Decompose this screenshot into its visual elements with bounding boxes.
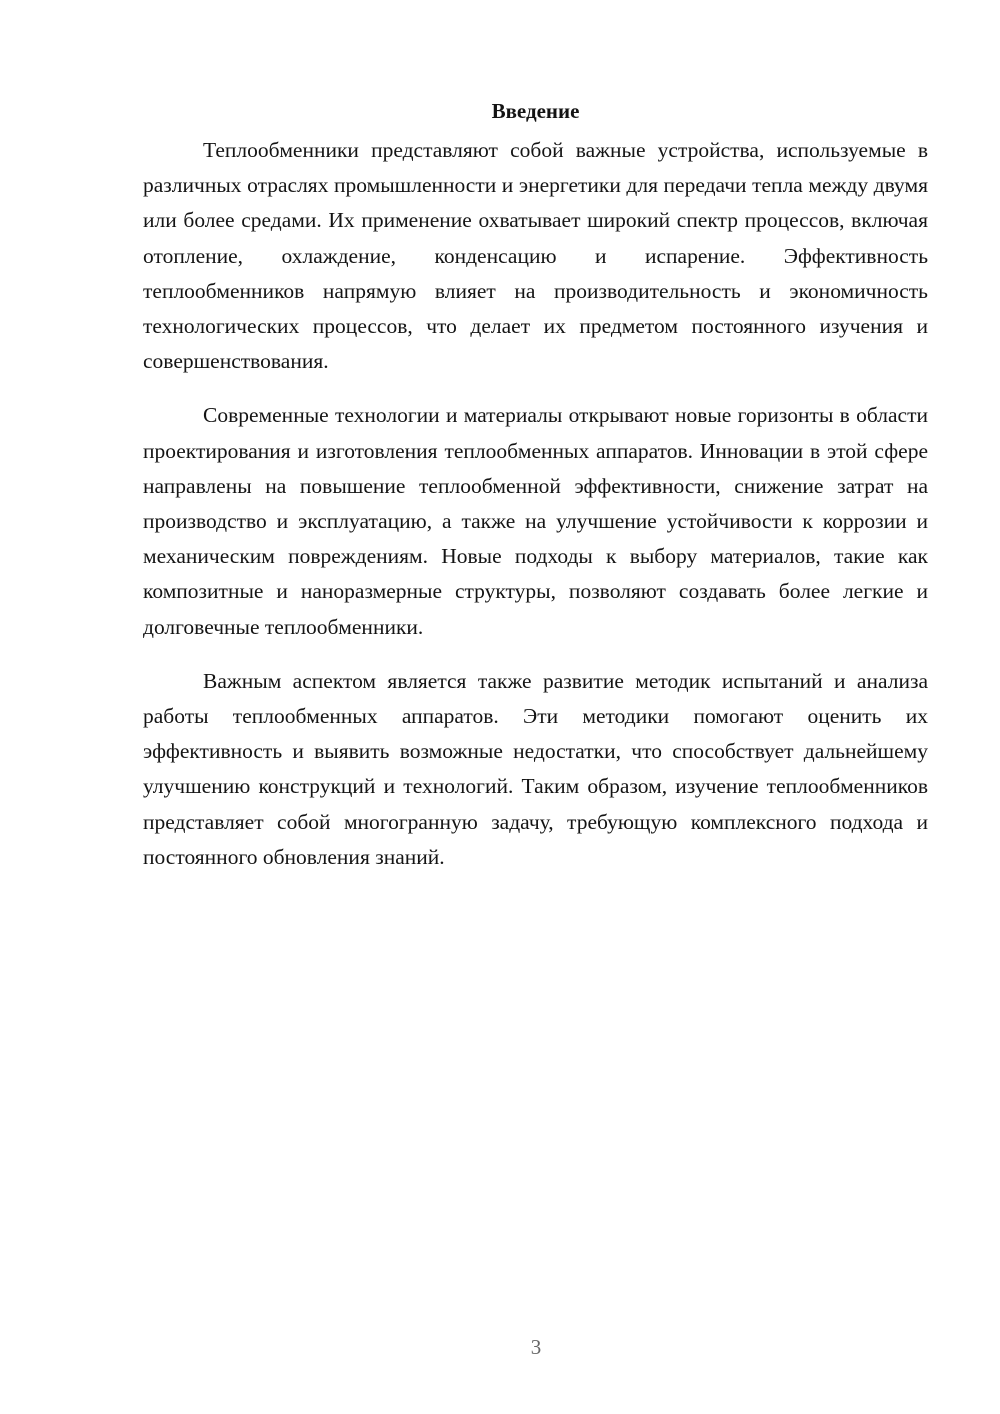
paragraph-2: Современные технологии и материалы открывают новые горизонты в области проектирования и изготовления теплообменных аппаратов. Инновации в этой сфере направлены на повышение теплообменной эффективности, снижение затрат на производство и эксплуатацию, а также на улучшение устойчивости к коррозии и механическим повреждениям. Новые подходы к выбору материалов, такие как композитные и наноразмерные структуры, позволяют создавать более легкие и долговечные теплообменники. — [143, 403, 928, 639]
paragraph-1: Теплообменники представляют собой важные устройства, используемые в различных отраслях промышленности и энергетики для передачи тепла между двумя или более средами. Их применение охватывает широкий спектр процессов, включая отопление, охлаждение, конденсацию и испарение. Эффективность теплообменников напрямую влияет на производительность и экономичность технологических процессов, что делает их предметом постоянного изучения и совершенствования. — [143, 138, 928, 374]
section-heading: Введение — [491, 99, 580, 123]
paragraph-3: Важным аспектом является также развитие методик испытаний и анализа работы теплообменных аппаратов. Эти методики помогают оценить их эффективность и выявить возможные недостатки, что способствует дальнейшему улучшению конструкций и технологий. Таким образом, изучение теплообменников представляет собой многогранную задачу, требующую комплексного подхода и постоянного обновления знаний. — [143, 668, 928, 869]
page-number: 3 — [530, 1335, 542, 1359]
page-content — [143, 97, 928, 875]
